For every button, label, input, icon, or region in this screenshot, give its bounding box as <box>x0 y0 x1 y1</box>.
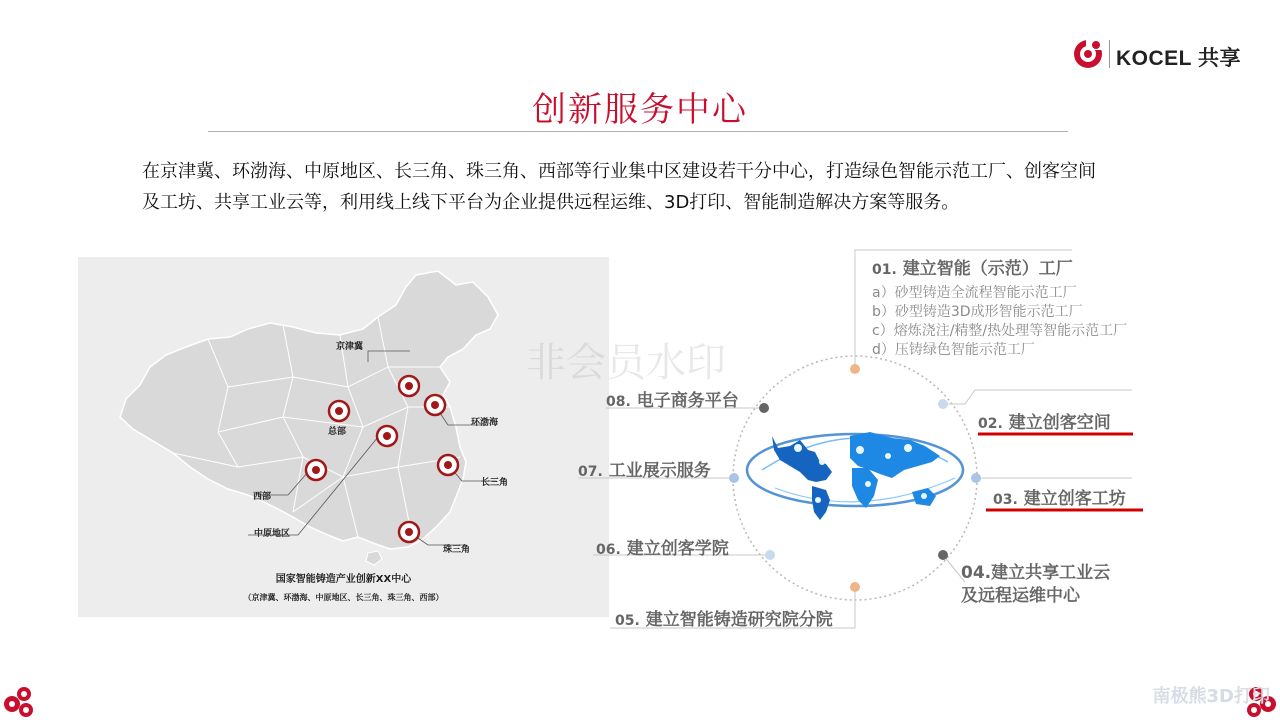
dot-05 <box>850 582 860 592</box>
dot-08 <box>759 403 769 413</box>
service-08: 08. 电子商务平台 <box>606 391 739 411</box>
label-xibu: 西部 <box>253 492 272 502</box>
service-01-sub-c: c）熔炼浇注/精整/热处理等智能示范工厂 <box>872 323 1128 339</box>
service-02: 02. 建立创客空间 <box>978 413 1111 433</box>
service-04: 04.建立共享工业云 及远程运维中心 <box>961 563 1111 606</box>
label-jingjinji: 京津冀 <box>336 342 364 352</box>
label-huanbohai: 环渤海 <box>471 418 499 428</box>
dot-06 <box>765 550 775 560</box>
label-zhongyuan: 中原地区 <box>254 529 291 539</box>
label-zongbu: 总部 <box>328 427 347 437</box>
intro-line-1: 在京津冀、环渤海、中原地区、长三角、珠三角、西部等行业集中区建设若干分中心，打造绿色智能示范工厂、创客空间 <box>142 161 1096 182</box>
globe-icon <box>747 432 963 520</box>
service-01-sub-a: a）砂型铸造全流程智能示范工厂 <box>872 285 1077 301</box>
corner-watermark-text: 南极熊3D打印 <box>1152 686 1270 707</box>
dot-03 <box>971 473 981 483</box>
service-01-sub-d: d）压铸绿色智能示范工厂 <box>872 342 1035 358</box>
dot-04 <box>938 550 948 560</box>
dot-02 <box>938 399 948 409</box>
map-caption: 国家智能铸造产业创新XX中心 <box>275 574 412 585</box>
intro-line-2: 及工坊、共享工业云等，利用线上线下平台为企业提供远程运维、3D打印、智能制造解决方案等服务。 <box>142 192 960 213</box>
map-subcaption: （京津冀、环渤海、中原地区、长三角、珠三角、西部） <box>243 593 444 602</box>
page-title: 创新服务中心 <box>532 90 748 130</box>
service-05: 05. 建立智能铸造研究院分院 <box>615 610 833 630</box>
watermark-text: 非会员水印 <box>526 340 726 386</box>
service-01-sub-b: b）砂型铸造3D成形智能示范工厂 <box>872 304 1083 320</box>
dot-01 <box>850 364 860 374</box>
label-changsanjiao: 长三角 <box>481 478 509 488</box>
service-06: 06. 建立创客学院 <box>596 539 729 559</box>
service-01: 01. 建立智能（示范）工厂 <box>872 259 1073 279</box>
dot-07 <box>729 473 739 483</box>
label-zhusanjiao: 珠三角 <box>443 545 471 555</box>
brand-text: KOCEL 共享 <box>1116 47 1241 70</box>
corner-ornament-left <box>0 680 40 720</box>
service-07: 07. 工业展示服务 <box>578 461 711 481</box>
service-03: 03. 建立创客工坊 <box>993 489 1126 509</box>
